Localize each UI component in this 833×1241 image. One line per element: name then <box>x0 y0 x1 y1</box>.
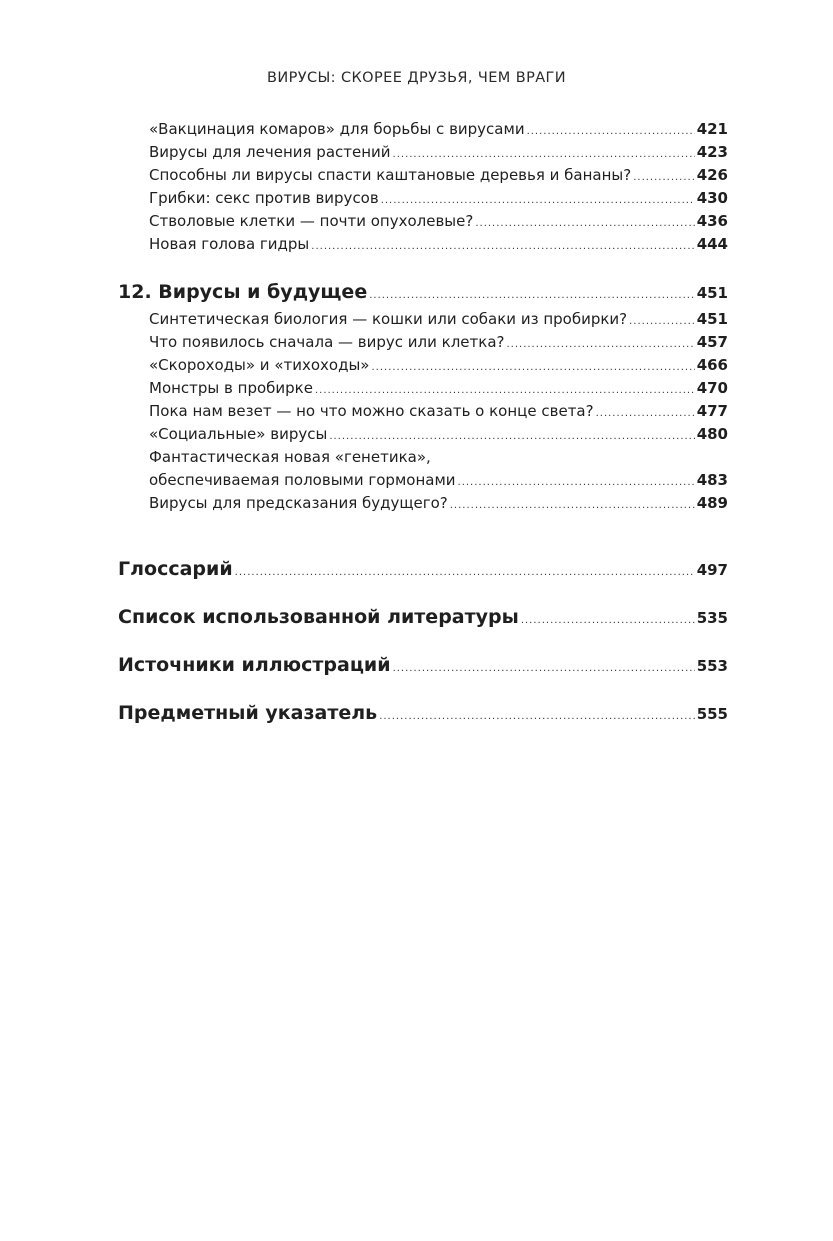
toc-entry[interactable] <box>118 233 728 256</box>
back-matter-entry[interactable] <box>118 603 728 631</box>
toc-entry-title: «Вакцинация комаров» для борьбы с вирусами <box>149 120 525 138</box>
back-matter-page: 535 <box>696 609 728 627</box>
toc-entry-title: Монстры в пробирке <box>149 379 313 397</box>
chapter-page: 451 <box>696 284 728 302</box>
leader-dots <box>633 166 694 189</box>
toc-entry-page: 457 <box>696 333 728 351</box>
leader-dots <box>521 607 695 635</box>
toc-entry-two-line[interactable] <box>118 446 728 492</box>
toc-entry[interactable] <box>118 164 728 187</box>
toc-entry-title: Что появилось сначала — вирус или клетка? <box>149 333 505 351</box>
toc-entry-title: Стволовые клетки — почти опухолевые? <box>149 212 474 230</box>
toc-entry[interactable] <box>118 400 728 423</box>
back-matter-title: Глоссарий <box>118 558 233 580</box>
leader-dots <box>315 379 695 402</box>
toc-entry-title-line2: обеспечиваемая половыми гормонами <box>149 471 456 489</box>
toc-entry-title: Грибки: секс против вирусов <box>149 189 379 207</box>
toc-entry[interactable] <box>118 187 728 210</box>
toc-entry[interactable] <box>118 141 728 164</box>
toc-entry-title: «Социальные» вирусы <box>149 425 328 443</box>
leader-dots <box>629 310 695 333</box>
toc-entry-page: 466 <box>696 356 728 374</box>
leader-dots <box>596 402 695 425</box>
leader-dots <box>381 189 695 212</box>
running-head: ВИРУСЫ: СКОРЕЕ ДРУЗЬЯ, ЧЕМ ВРАГИ <box>266 70 567 86</box>
toc-entry[interactable] <box>118 377 728 400</box>
toc-entry-page: 430 <box>696 189 728 207</box>
back-matter-page: 553 <box>696 657 728 675</box>
leader-dots <box>369 282 694 310</box>
toc-entry[interactable] <box>118 308 728 331</box>
toc-entry-page: 423 <box>696 143 728 161</box>
toc-entry-title: «Скороходы» и «тихоходы» <box>149 356 370 374</box>
chapter-heading[interactable] <box>118 278 728 306</box>
toc-entry-page: 444 <box>696 235 728 253</box>
toc-entry[interactable] <box>118 331 728 354</box>
back-matter-page: 555 <box>696 705 728 723</box>
leader-dots <box>393 143 695 166</box>
leader-dots <box>329 425 694 448</box>
leader-dots <box>379 703 694 731</box>
toc-entry[interactable] <box>118 210 728 233</box>
toc-entry[interactable] <box>118 354 728 377</box>
leader-dots <box>506 333 694 356</box>
toc-entry[interactable] <box>118 492 728 515</box>
back-matter-title: Список использованной литературы <box>118 606 519 628</box>
toc-entry[interactable] <box>118 423 728 446</box>
toc-entry-page: 426 <box>696 166 728 184</box>
toc-entry-page: 483 <box>696 471 728 489</box>
table-of-contents <box>118 118 728 727</box>
leader-dots <box>311 235 694 258</box>
toc-entry-title: Пока нам везет — но что можно сказать о конце света? <box>149 402 594 420</box>
toc-entry-page: 470 <box>696 379 728 397</box>
toc-entry-page: 436 <box>696 212 728 230</box>
leader-dots <box>393 655 695 683</box>
toc-entry-title: Вирусы для лечения растений <box>149 143 391 161</box>
leader-dots <box>527 120 695 143</box>
leader-dots <box>450 494 695 517</box>
leader-dots <box>235 559 695 587</box>
toc-entry-title: Вирусы для предсказания будущего? <box>149 494 448 512</box>
toc-entry[interactable] <box>118 118 728 141</box>
toc-entry-title-line1: Фантастическая новая «генетика», <box>149 448 431 466</box>
back-matter-page: 497 <box>696 561 728 579</box>
toc-entry-title: Синтетическая биология — кошки или собаки из пробирки? <box>149 310 628 328</box>
back-matter-title: Источники иллюстраций <box>118 654 391 676</box>
leader-dots <box>458 471 695 494</box>
back-matter-entry[interactable] <box>118 651 728 679</box>
toc-entry-page: 480 <box>696 425 728 443</box>
toc-entry-page: 421 <box>696 120 728 138</box>
chapter-title: 12. Вирусы и будущее <box>118 281 368 303</box>
toc-entry-page: 477 <box>696 402 728 420</box>
back-matter-entry[interactable] <box>118 555 728 583</box>
toc-entry-title: Способны ли вирусы спасти каштановые деревья и бананы? <box>149 166 632 184</box>
back-matter-title: Предметный указатель <box>118 702 378 724</box>
toc-entry-page: 489 <box>696 494 728 512</box>
leader-dots <box>475 212 694 235</box>
back-matter-entry[interactable] <box>118 699 728 727</box>
toc-entry-page: 451 <box>696 310 728 328</box>
toc-entry-title: Новая голова гидры <box>149 235 310 253</box>
leader-dots <box>371 356 694 379</box>
